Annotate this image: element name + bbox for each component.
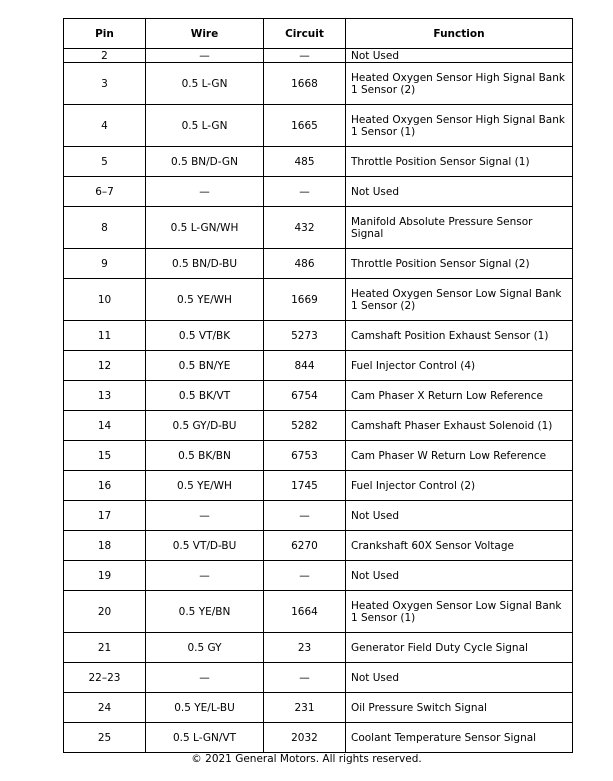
pin-cell: 21 [64, 633, 146, 663]
circuit-cell: 486 [264, 249, 346, 279]
pin-cell: 8 [64, 207, 146, 249]
pin-cell: 16 [64, 471, 146, 501]
circuit-cell: 231 [264, 693, 346, 723]
circuit-cell: 6754 [264, 381, 346, 411]
header-circuit: Circuit [264, 19, 346, 49]
connector-pinout-table [63, 18, 573, 753]
wire-cell: 0.5 YE/WH [146, 279, 264, 321]
table-row [64, 177, 573, 207]
table-row [64, 105, 573, 147]
table-row [64, 561, 573, 591]
wire-cell: — [146, 561, 264, 591]
circuit-cell: 1664 [264, 591, 346, 633]
pin-cell: 9 [64, 249, 146, 279]
table-header-row [64, 19, 573, 49]
function-cell: Coolant Temperature Sensor Signal [346, 723, 573, 753]
function-cell: Fuel Injector Control (2) [346, 471, 573, 501]
circuit-cell: — [264, 663, 346, 693]
wire-cell: 0.5 L-GN [146, 105, 264, 147]
function-cell: Not Used [346, 49, 573, 63]
wire-cell: 0.5 BK/VT [146, 381, 264, 411]
function-cell: Not Used [346, 177, 573, 207]
pin-cell: 17 [64, 501, 146, 531]
circuit-cell: — [264, 501, 346, 531]
pin-cell: 24 [64, 693, 146, 723]
pin-cell: 12 [64, 351, 146, 381]
pin-cell: 5 [64, 147, 146, 177]
table-row [64, 321, 573, 351]
circuit-cell: 2032 [264, 723, 346, 753]
circuit-cell: 23 [264, 633, 346, 663]
table-row [64, 633, 573, 663]
pin-cell: 4 [64, 105, 146, 147]
circuit-cell: — [264, 561, 346, 591]
circuit-cell: 5282 [264, 411, 346, 441]
function-cell: Heated Oxygen Sensor Low Signal Bank 1 Sensor (1) [346, 591, 573, 633]
circuit-cell: 5273 [264, 321, 346, 351]
wire-cell: 0.5 VT/BK [146, 321, 264, 351]
wire-cell: 0.5 YE/L-BU [146, 693, 264, 723]
circuit-cell: — [264, 177, 346, 207]
pin-cell: 13 [64, 381, 146, 411]
header-pin: Pin [64, 19, 146, 49]
pin-cell: 6–7 [64, 177, 146, 207]
function-cell: Not Used [346, 561, 573, 591]
table-row [64, 351, 573, 381]
pin-cell: 15 [64, 441, 146, 471]
table-row [64, 207, 573, 249]
wire-cell: 0.5 BN/D-BU [146, 249, 264, 279]
wire-cell: 0.5 BK/BN [146, 441, 264, 471]
function-cell: Throttle Position Sensor Signal (2) [346, 249, 573, 279]
wire-cell: 0.5 VT/D-BU [146, 531, 264, 561]
wire-cell: 0.5 GY [146, 633, 264, 663]
circuit-cell: — [264, 49, 346, 63]
pin-cell: 2 [64, 49, 146, 63]
circuit-cell: 1665 [264, 105, 346, 147]
circuit-cell: 844 [264, 351, 346, 381]
pin-cell: 25 [64, 723, 146, 753]
wire-cell: 0.5 YE/BN [146, 591, 264, 633]
pin-cell: 18 [64, 531, 146, 561]
circuit-cell: 485 [264, 147, 346, 177]
pin-cell: 3 [64, 63, 146, 105]
table-row [64, 381, 573, 411]
circuit-cell: 1669 [264, 279, 346, 321]
circuit-cell: 1745 [264, 471, 346, 501]
table-row [64, 49, 573, 63]
pin-cell: 22–23 [64, 663, 146, 693]
table-row [64, 531, 573, 561]
function-cell: Cam Phaser W Return Low Reference [346, 441, 573, 471]
wire-cell: 0.5 BN/D-GN [146, 147, 264, 177]
function-cell: Generator Field Duty Cycle Signal [346, 633, 573, 663]
wire-cell: — [146, 49, 264, 63]
function-cell: Oil Pressure Switch Signal [346, 693, 573, 723]
function-cell: Crankshaft 60X Sensor Voltage [346, 531, 573, 561]
header-function: Function [346, 19, 573, 49]
function-cell: Manifold Absolute Pressure Sensor Signal [346, 207, 573, 249]
table-row [64, 693, 573, 723]
wire-cell: 0.5 L-GN/WH [146, 207, 264, 249]
function-cell: Camshaft Phaser Exhaust Solenoid (1) [346, 411, 573, 441]
table-row [64, 723, 573, 753]
copyright-footer: © 2021 General Motors. All rights reserved. [191, 753, 422, 765]
table-row [64, 591, 573, 633]
function-cell: Throttle Position Sensor Signal (1) [346, 147, 573, 177]
function-cell: Heated Oxygen Sensor High Signal Bank 1 Sensor (1) [346, 105, 573, 147]
table-row [64, 411, 573, 441]
wire-cell: 0.5 GY/D-BU [146, 411, 264, 441]
function-cell: Not Used [346, 501, 573, 531]
wire-cell: — [146, 501, 264, 531]
circuit-cell: 6270 [264, 531, 346, 561]
header-wire: Wire [146, 19, 264, 49]
function-cell: Heated Oxygen Sensor High Signal Bank 1 Sensor (2) [346, 63, 573, 105]
table-row [64, 663, 573, 693]
function-cell: Fuel Injector Control (4) [346, 351, 573, 381]
circuit-cell: 6753 [264, 441, 346, 471]
wire-cell: 0.5 BN/YE [146, 351, 264, 381]
table-row [64, 279, 573, 321]
wire-cell: 0.5 YE/WH [146, 471, 264, 501]
pin-cell: 20 [64, 591, 146, 633]
function-cell: Not Used [346, 663, 573, 693]
table-row [64, 441, 573, 471]
circuit-cell: 432 [264, 207, 346, 249]
pin-cell: 10 [64, 279, 146, 321]
wire-cell: 0.5 L-GN [146, 63, 264, 105]
pin-cell: 19 [64, 561, 146, 591]
table-row [64, 501, 573, 531]
wire-cell: — [146, 177, 264, 207]
table-row [64, 471, 573, 501]
table-row [64, 63, 573, 105]
table-row [64, 147, 573, 177]
wire-cell: — [146, 663, 264, 693]
wire-cell: 0.5 L-GN/VT [146, 723, 264, 753]
pin-cell: 14 [64, 411, 146, 441]
circuit-cell: 1668 [264, 63, 346, 105]
table-row [64, 249, 573, 279]
pin-cell: 11 [64, 321, 146, 351]
function-cell: Cam Phaser X Return Low Reference [346, 381, 573, 411]
function-cell: Heated Oxygen Sensor Low Signal Bank 1 Sensor (2) [346, 279, 573, 321]
function-cell: Camshaft Position Exhaust Sensor (1) [346, 321, 573, 351]
